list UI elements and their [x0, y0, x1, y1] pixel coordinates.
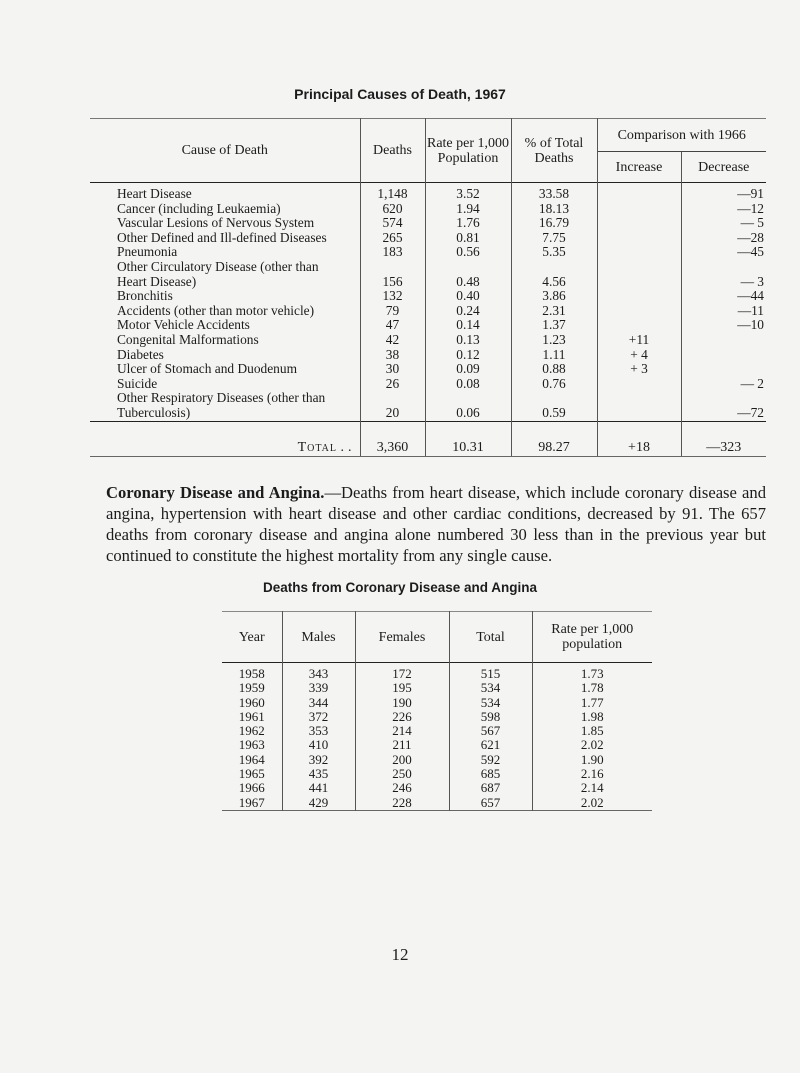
table-row — [222, 710, 652, 724]
cause-cell — [90, 304, 360, 319]
cause-cell — [90, 183, 360, 202]
table-row — [90, 362, 766, 377]
cause-cell — [90, 362, 360, 377]
rate-cell: 2.02 — [532, 796, 652, 811]
females-cell: 246 — [355, 781, 449, 795]
deaths-cell: 1,148 — [360, 183, 425, 202]
females-cell: 190 — [355, 696, 449, 710]
empty-cell — [360, 391, 425, 406]
cause-cell — [90, 333, 360, 348]
rate-cell: 0.12 — [425, 348, 511, 363]
males-cell: 372 — [282, 710, 355, 724]
header-increase: Increase — [597, 152, 681, 183]
header-year: Year — [238, 629, 265, 645]
page-number: 12 — [391, 945, 409, 964]
total-cell: 598 — [449, 710, 532, 724]
table-row — [222, 724, 652, 738]
increase-cell: + 4 — [597, 348, 681, 363]
table-row — [222, 796, 652, 811]
table-row — [222, 738, 652, 752]
cause-label-line1: Other Circulatory Disease (other than — [117, 258, 319, 274]
females-cell: 226 — [355, 710, 449, 724]
rate-cell: 1.77 — [532, 696, 652, 710]
table-row — [90, 275, 766, 290]
total-row — [90, 421, 766, 456]
percent-cell: 18.13 — [511, 202, 597, 217]
decrease-cell: — 5 — [681, 216, 766, 231]
table-row — [90, 289, 766, 304]
cause-cell — [90, 318, 360, 333]
rate-cell: 1.90 — [532, 753, 652, 767]
rate-cell: 0.56 — [425, 245, 511, 260]
empty-cell — [511, 391, 597, 406]
males-cell: 410 — [282, 738, 355, 752]
rate-cell: 0.08 — [425, 377, 511, 392]
year-cell: 1965 — [238, 766, 265, 782]
cause-cell — [90, 231, 360, 246]
table-row — [90, 304, 766, 319]
males-cell: 353 — [282, 724, 355, 738]
cause-label: Heart Disease — [117, 186, 192, 201]
empty-cell — [425, 260, 511, 275]
increase-cell — [597, 289, 681, 304]
increase-cell — [597, 245, 681, 260]
deaths-cell: 30 — [360, 362, 425, 377]
total-cell: 567 — [449, 724, 532, 738]
cause-cell — [90, 289, 360, 304]
cause-label: Ulcer of Stomach and Duodenum — [117, 361, 297, 377]
rate-cell: 0.06 — [425, 406, 511, 421]
header-cause: Cause of Death — [181, 143, 268, 158]
decrease-cell: —11 — [681, 304, 766, 319]
rate-cell: 1.94 — [425, 202, 511, 217]
empty-cell — [425, 391, 511, 406]
rate-cell: 1.85 — [532, 724, 652, 738]
table-row — [90, 348, 766, 363]
empty-cell — [360, 260, 425, 275]
year-cell: 1966 — [238, 780, 265, 796]
coronary-table-body — [222, 663, 652, 811]
females-cell: 211 — [355, 738, 449, 752]
total-deaths: 3,360 — [360, 421, 425, 456]
table-row — [90, 377, 766, 392]
empty-cell — [597, 260, 681, 275]
increase-cell — [597, 377, 681, 392]
males-cell: 429 — [282, 796, 355, 811]
increase-cell — [597, 406, 681, 421]
cause-label: Bronchitis — [117, 288, 173, 304]
table1-title: Principal Causes of Death, 1967 — [294, 86, 506, 102]
table-row-continued — [90, 260, 766, 275]
year-cell: 1963 — [238, 737, 265, 753]
males-cell: 392 — [282, 753, 355, 767]
females-cell: 250 — [355, 767, 449, 781]
percent-cell: 0.88 — [511, 362, 597, 377]
header-rate: Rate per 1,000 Population — [425, 119, 511, 183]
percent-cell: 0.76 — [511, 377, 597, 392]
rate-cell: 2.02 — [532, 738, 652, 752]
percent-cell: 33.58 — [511, 183, 597, 202]
deaths-cell: 132 — [360, 289, 425, 304]
causes-table-body — [90, 183, 766, 422]
increase-cell — [597, 216, 681, 231]
cause-label: Heart Disease) — [117, 273, 197, 289]
total-cell: 685 — [449, 767, 532, 781]
deaths-cell: 20 — [360, 406, 425, 421]
cause-label: Diabetes — [117, 346, 164, 362]
percent-cell: 7.75 — [511, 231, 597, 246]
empty-cell — [681, 260, 766, 275]
table-row — [90, 202, 766, 217]
cause-cell — [90, 377, 360, 392]
decrease-cell: —10 — [681, 318, 766, 333]
increase-cell — [597, 231, 681, 246]
cause-label: Congenital Malformations — [117, 331, 259, 347]
empty-cell — [597, 391, 681, 406]
empty-cell — [681, 391, 766, 406]
percent-cell: 2.31 — [511, 304, 597, 319]
header-rate-population: Rate per 1,000 population — [532, 612, 652, 663]
rate-cell: 0.24 — [425, 304, 511, 319]
deaths-cell: 156 — [360, 275, 425, 290]
total-cell: 687 — [449, 781, 532, 795]
decrease-cell — [681, 333, 766, 348]
increase-cell — [597, 318, 681, 333]
males-cell: 339 — [282, 681, 355, 695]
cause-cell — [90, 406, 360, 421]
total-cell: 621 — [449, 738, 532, 752]
header-males: Males — [282, 612, 355, 663]
increase-cell — [597, 202, 681, 217]
table-row-continued — [90, 391, 766, 406]
table-row — [90, 231, 766, 246]
cause-label: Motor Vehicle Accidents — [117, 317, 250, 333]
table-row — [90, 216, 766, 231]
total-cell: 515 — [449, 663, 532, 682]
rate-cell: 3.52 — [425, 183, 511, 202]
rate-cell: 1.98 — [532, 710, 652, 724]
deaths-cell: 26 — [360, 377, 425, 392]
females-cell: 172 — [355, 663, 449, 682]
total-increase: +18 — [597, 421, 681, 456]
total-label: Total — [297, 439, 337, 455]
percent-cell: 3.86 — [511, 289, 597, 304]
decrease-cell — [681, 348, 766, 363]
percent-cell: 5.35 — [511, 245, 597, 260]
rate-cell: 0.48 — [425, 275, 511, 290]
males-cell: 344 — [282, 696, 355, 710]
decrease-cell: — 3 — [681, 275, 766, 290]
year-cell: 1964 — [238, 751, 265, 767]
year-cell: 1959 — [238, 680, 265, 696]
decrease-cell: —12 — [681, 202, 766, 217]
deaths-cell: 47 — [360, 318, 425, 333]
decrease-cell: —44 — [681, 289, 766, 304]
cause-cell — [90, 216, 360, 231]
header-decrease: Decrease — [681, 152, 766, 183]
percent-cell: 1.23 — [511, 333, 597, 348]
year-cell: 1960 — [238, 694, 265, 710]
increase-cell — [597, 183, 681, 202]
total-cell: 534 — [449, 696, 532, 710]
empty-cell — [511, 260, 597, 275]
decrease-cell: —45 — [681, 245, 766, 260]
cause-label: Cancer (including Leukaemia) — [117, 200, 281, 216]
table-row — [90, 318, 766, 333]
cause-label: Other Defined and Ill-defined Diseases — [117, 229, 327, 245]
table-row — [222, 781, 652, 795]
rate-cell: 0.81 — [425, 231, 511, 246]
table-row — [90, 333, 766, 348]
cause-cell — [90, 275, 360, 290]
header-deaths: Deaths — [360, 119, 425, 183]
table-row — [222, 753, 652, 767]
rate-cell: 1.73 — [532, 663, 652, 682]
total-cell: 657 — [449, 796, 532, 811]
males-cell: 435 — [282, 767, 355, 781]
total-rate: 10.31 — [425, 421, 511, 456]
females-cell: 200 — [355, 753, 449, 767]
rate-cell: 1.78 — [532, 681, 652, 695]
deaths-cell: 42 — [360, 333, 425, 348]
cause-label: Suicide — [117, 375, 158, 391]
deaths-cell: 38 — [360, 348, 425, 363]
header-total: Total — [449, 612, 532, 663]
year-cell: 1967 — [238, 794, 265, 810]
rate-cell: 0.09 — [425, 362, 511, 377]
males-cell: 343 — [282, 663, 355, 682]
total-cell: 592 — [449, 753, 532, 767]
deaths-cell: 79 — [360, 304, 425, 319]
decrease-cell: —91 — [681, 183, 766, 202]
cause-cell — [90, 202, 360, 217]
table-row — [222, 663, 652, 682]
paragraph-heading: Coronary Disease and Angina. — [106, 483, 325, 502]
table2-title: Deaths from Coronary Disease and Angina — [262, 580, 538, 595]
causes-of-death-table — [90, 118, 766, 457]
year-cell: 1962 — [238, 723, 265, 739]
total-percent: 98.27 — [511, 421, 597, 456]
cause-cell — [90, 245, 360, 260]
percent-cell: 4.56 — [511, 275, 597, 290]
decrease-cell: — 2 — [681, 377, 766, 392]
cause-cell — [90, 348, 360, 363]
rate-cell: 0.40 — [425, 289, 511, 304]
rate-cell: 2.16 — [532, 767, 652, 781]
increase-cell — [597, 304, 681, 319]
deaths-cell: 620 — [360, 202, 425, 217]
year-cell: 1961 — [238, 708, 265, 724]
cause-label: Pneumonia — [117, 244, 178, 260]
year-cell: 1958 — [238, 666, 265, 681]
paragraph-text: —Deaths from heart disease, which include coronary disease and angina, hypertension with heart disease and other cardiac conditions, decreased by 91. The 657 deaths from coronary disease and angina alone numbered 30 less than in the previous year but continued to constitute the highest mortality from any single cause. — [106, 483, 766, 565]
rate-cell: 1.76 — [425, 216, 511, 231]
table-row — [222, 696, 652, 710]
header-percent: % of Total Deaths — [511, 119, 597, 183]
cause-label-line1: Other Respiratory Diseases (other than — [117, 390, 326, 406]
rate-cell: 0.13 — [425, 333, 511, 348]
table-row — [90, 183, 766, 202]
percent-cell: 16.79 — [511, 216, 597, 231]
increase-cell: + 3 — [597, 362, 681, 377]
percent-cell: 0.59 — [511, 406, 597, 421]
increase-cell: +11 — [597, 333, 681, 348]
total-decrease: —323 — [681, 421, 766, 456]
table-row — [222, 681, 652, 695]
cause-label: Accidents (other than motor vehicle) — [117, 302, 315, 318]
total-label-cell: Total .. — [90, 421, 360, 456]
percent-cell: 1.11 — [511, 348, 597, 363]
table-row — [90, 245, 766, 260]
cause-label: Tuberculosis) — [117, 404, 191, 420]
header-comparison: Comparison with 1966 — [597, 119, 766, 152]
table-row — [90, 406, 766, 421]
males-cell: 441 — [282, 781, 355, 795]
percent-cell: 1.37 — [511, 318, 597, 333]
table-row — [222, 767, 652, 781]
deaths-cell: 265 — [360, 231, 425, 246]
decrease-cell: —28 — [681, 231, 766, 246]
females-cell: 195 — [355, 681, 449, 695]
deaths-cell: 574 — [360, 216, 425, 231]
header-females: Females — [355, 612, 449, 663]
decrease-cell: —72 — [681, 406, 766, 421]
females-cell: 228 — [355, 796, 449, 811]
rate-cell: 2.14 — [532, 781, 652, 795]
deaths-cell: 183 — [360, 245, 425, 260]
decrease-cell — [681, 362, 766, 377]
cause-label: Vascular Lesions of Nervous System — [117, 215, 315, 231]
increase-cell — [597, 275, 681, 290]
total-cell: 534 — [449, 681, 532, 695]
females-cell: 214 — [355, 724, 449, 738]
coronary-deaths-table — [222, 611, 652, 811]
coronary-paragraph — [106, 482, 766, 566]
rate-cell: 0.14 — [425, 318, 511, 333]
